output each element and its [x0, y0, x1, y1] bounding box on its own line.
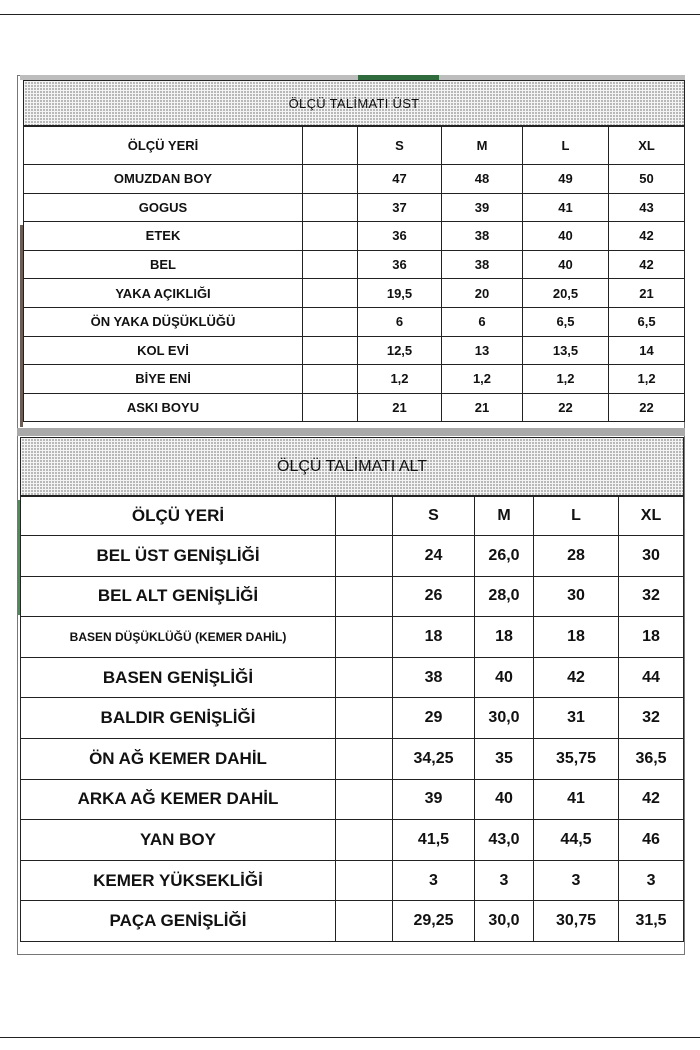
- upper-value-s: 36: [358, 250, 442, 279]
- upper-value-m: 1,2: [442, 365, 523, 394]
- lower-row-spacer: [336, 901, 393, 942]
- lower-value-l: 30: [534, 576, 619, 617]
- upper-value-s: 19,5: [358, 279, 442, 308]
- lower-header-spacer: [336, 496, 393, 536]
- lower-value-m: 43,0: [475, 820, 534, 861]
- lower-row-label: ÖN AĞ KEMER DAHİL: [21, 738, 336, 779]
- lower-value-m: 3: [475, 860, 534, 901]
- lower-header-xl: XL: [619, 496, 684, 536]
- upper-row-spacer: [303, 307, 358, 336]
- lower-row-label: BEL ALT GENİŞLİĞİ: [21, 576, 336, 617]
- lower-value-l: 31: [534, 698, 619, 739]
- lower-row: [21, 779, 684, 820]
- upper-header-l: L: [523, 126, 609, 165]
- upper-value-l: 40: [523, 222, 609, 251]
- lower-header-m: M: [475, 496, 534, 536]
- page-bottom-rule: [0, 1037, 700, 1038]
- lower-value-s: 29,25: [393, 901, 475, 942]
- upper-value-xl: 14: [609, 336, 685, 365]
- upper-value-l: 22: [523, 393, 609, 422]
- lower-value-m: 18: [475, 617, 534, 658]
- upper-row: [24, 165, 685, 194]
- lower-value-xl: 18: [619, 617, 684, 658]
- upper-row-spacer: [303, 250, 358, 279]
- upper-row-label: OMUZDAN BOY: [24, 165, 303, 194]
- upper-value-m: 38: [442, 250, 523, 279]
- lower-row-label: BASEN DÜŞÜKLÜĞÜ (KEMER DAHİL): [21, 617, 336, 658]
- lower-value-s: 34,25: [393, 738, 475, 779]
- upper-value-s: 1,2: [358, 365, 442, 394]
- lower-size-table: [20, 437, 684, 942]
- lower-row-spacer: [336, 860, 393, 901]
- lower-value-s: 24: [393, 536, 475, 577]
- lower-value-l: 44,5: [534, 820, 619, 861]
- lower-value-xl: 32: [619, 576, 684, 617]
- lower-row: [21, 738, 684, 779]
- lower-header-l: L: [534, 496, 619, 536]
- upper-value-xl: 42: [609, 222, 685, 251]
- lower-row: [21, 820, 684, 861]
- upper-value-s: 21: [358, 393, 442, 422]
- lower-value-s: 29: [393, 698, 475, 739]
- upper-row: [24, 336, 685, 365]
- lower-row-label: ARKA AĞ KEMER DAHİL: [21, 779, 336, 820]
- lower-value-l: 28: [534, 536, 619, 577]
- upper-row-label: BİYE ENİ: [24, 365, 303, 394]
- lower-row-spacer: [336, 617, 393, 658]
- upper-size-table: [23, 80, 685, 422]
- upper-value-l: 41: [523, 193, 609, 222]
- upper-value-xl: 50: [609, 165, 685, 194]
- upper-row: [24, 393, 685, 422]
- upper-value-m: 20: [442, 279, 523, 308]
- lower-value-m: 40: [475, 657, 534, 698]
- upper-value-l: 1,2: [523, 365, 609, 394]
- lower-value-xl: 32: [619, 698, 684, 739]
- lower-header-s: S: [393, 496, 475, 536]
- lower-row-spacer: [336, 698, 393, 739]
- lower-value-xl: 31,5: [619, 901, 684, 942]
- upper-value-s: 37: [358, 193, 442, 222]
- lower-row: [21, 576, 684, 617]
- upper-header-row: [24, 126, 685, 165]
- upper-header-xl: XL: [609, 126, 685, 165]
- upper-value-l: 13,5: [523, 336, 609, 365]
- lower-value-l: 42: [534, 657, 619, 698]
- upper-row: [24, 307, 685, 336]
- upper-row-label: ASKI BOYU: [24, 393, 303, 422]
- upper-value-m: 48: [442, 165, 523, 194]
- lower-value-xl: 46: [619, 820, 684, 861]
- upper-value-xl: 22: [609, 393, 685, 422]
- lower-value-m: 26,0: [475, 536, 534, 577]
- upper-row-spacer: [303, 393, 358, 422]
- lower-table-title: ÖLÇÜ TALİMATI ALT: [21, 438, 684, 497]
- upper-value-xl: 42: [609, 250, 685, 279]
- lower-row-spacer: [336, 779, 393, 820]
- upper-row-spacer: [303, 365, 358, 394]
- upper-row-label: ÖN YAKA DÜŞÜKLÜĞÜ: [24, 307, 303, 336]
- lower-row: [21, 617, 684, 658]
- lower-row-spacer: [336, 738, 393, 779]
- lower-row-label: PAÇA GENİŞLİĞİ: [21, 901, 336, 942]
- lower-value-s: 26: [393, 576, 475, 617]
- lower-value-l: 3: [534, 860, 619, 901]
- upper-row-label: YAKA AÇIKLIĞI: [24, 279, 303, 308]
- upper-table-title: ÖLÇÜ TALİMATI ÜST: [24, 81, 685, 127]
- lower-value-xl: 30: [619, 536, 684, 577]
- upper-value-xl: 43: [609, 193, 685, 222]
- upper-row: [24, 279, 685, 308]
- lower-value-m: 30,0: [475, 901, 534, 942]
- lower-value-s: 41,5: [393, 820, 475, 861]
- lower-row: [21, 901, 684, 942]
- lower-value-l: 18: [534, 617, 619, 658]
- upper-value-s: 12,5: [358, 336, 442, 365]
- upper-row: [24, 222, 685, 251]
- upper-value-m: 21: [442, 393, 523, 422]
- lower-row: [21, 860, 684, 901]
- lower-value-m: 35: [475, 738, 534, 779]
- upper-value-s: 47: [358, 165, 442, 194]
- lower-header-row: [21, 496, 684, 536]
- lower-row: [21, 698, 684, 739]
- upper-row-spacer: [303, 222, 358, 251]
- upper-value-s: 36: [358, 222, 442, 251]
- upper-row-spacer: [303, 193, 358, 222]
- lower-column-header-strip: [17, 428, 685, 436]
- lower-value-l: 41: [534, 779, 619, 820]
- upper-value-xl: 1,2: [609, 365, 685, 394]
- upper-row: [24, 193, 685, 222]
- lower-value-xl: 42: [619, 779, 684, 820]
- upper-header-label: ÖLÇÜ YERİ: [24, 126, 303, 165]
- lower-value-l: 35,75: [534, 738, 619, 779]
- lower-row: [21, 657, 684, 698]
- upper-header-spacer: [303, 126, 358, 165]
- upper-header-m: M: [442, 126, 523, 165]
- lower-header-label: ÖLÇÜ YERİ: [21, 496, 336, 536]
- upper-value-l: 20,5: [523, 279, 609, 308]
- upper-value-xl: 6,5: [609, 307, 685, 336]
- lower-value-s: 38: [393, 657, 475, 698]
- lower-value-l: 30,75: [534, 901, 619, 942]
- upper-row-label: KOL EVİ: [24, 336, 303, 365]
- lower-row-spacer: [336, 576, 393, 617]
- upper-row-label: GOGUS: [24, 193, 303, 222]
- upper-value-l: 40: [523, 250, 609, 279]
- lower-row-label: BASEN GENİŞLİĞİ: [21, 657, 336, 698]
- page-top-rule: [0, 14, 700, 15]
- lower-value-m: 30,0: [475, 698, 534, 739]
- lower-row-spacer: [336, 536, 393, 577]
- upper-value-m: 38: [442, 222, 523, 251]
- upper-value-m: 13: [442, 336, 523, 365]
- lower-value-s: 39: [393, 779, 475, 820]
- lower-value-s: 3: [393, 860, 475, 901]
- lower-value-xl: 3: [619, 860, 684, 901]
- lower-value-m: 28,0: [475, 576, 534, 617]
- lower-value-s: 18: [393, 617, 475, 658]
- upper-row-spacer: [303, 279, 358, 308]
- upper-value-xl: 21: [609, 279, 685, 308]
- upper-row: [24, 365, 685, 394]
- upper-row-label: ETEK: [24, 222, 303, 251]
- lower-row: [21, 536, 684, 577]
- upper-row-label: BEL: [24, 250, 303, 279]
- upper-row-spacer: [303, 165, 358, 194]
- upper-value-s: 6: [358, 307, 442, 336]
- lower-row-spacer: [336, 657, 393, 698]
- lower-row-spacer: [336, 820, 393, 861]
- upper-header-s: S: [358, 126, 442, 165]
- lower-value-xl: 36,5: [619, 738, 684, 779]
- lower-row-label: BEL ÜST GENİŞLİĞİ: [21, 536, 336, 577]
- lower-value-xl: 44: [619, 657, 684, 698]
- upper-value-m: 6: [442, 307, 523, 336]
- lower-row-label: BALDIR GENİŞLİĞİ: [21, 698, 336, 739]
- upper-row-spacer: [303, 336, 358, 365]
- lower-row-label: KEMER YÜKSEKLİĞİ: [21, 860, 336, 901]
- upper-value-l: 49: [523, 165, 609, 194]
- upper-value-l: 6,5: [523, 307, 609, 336]
- lower-row-label: YAN BOY: [21, 820, 336, 861]
- upper-value-m: 39: [442, 193, 523, 222]
- lower-value-m: 40: [475, 779, 534, 820]
- upper-row: [24, 250, 685, 279]
